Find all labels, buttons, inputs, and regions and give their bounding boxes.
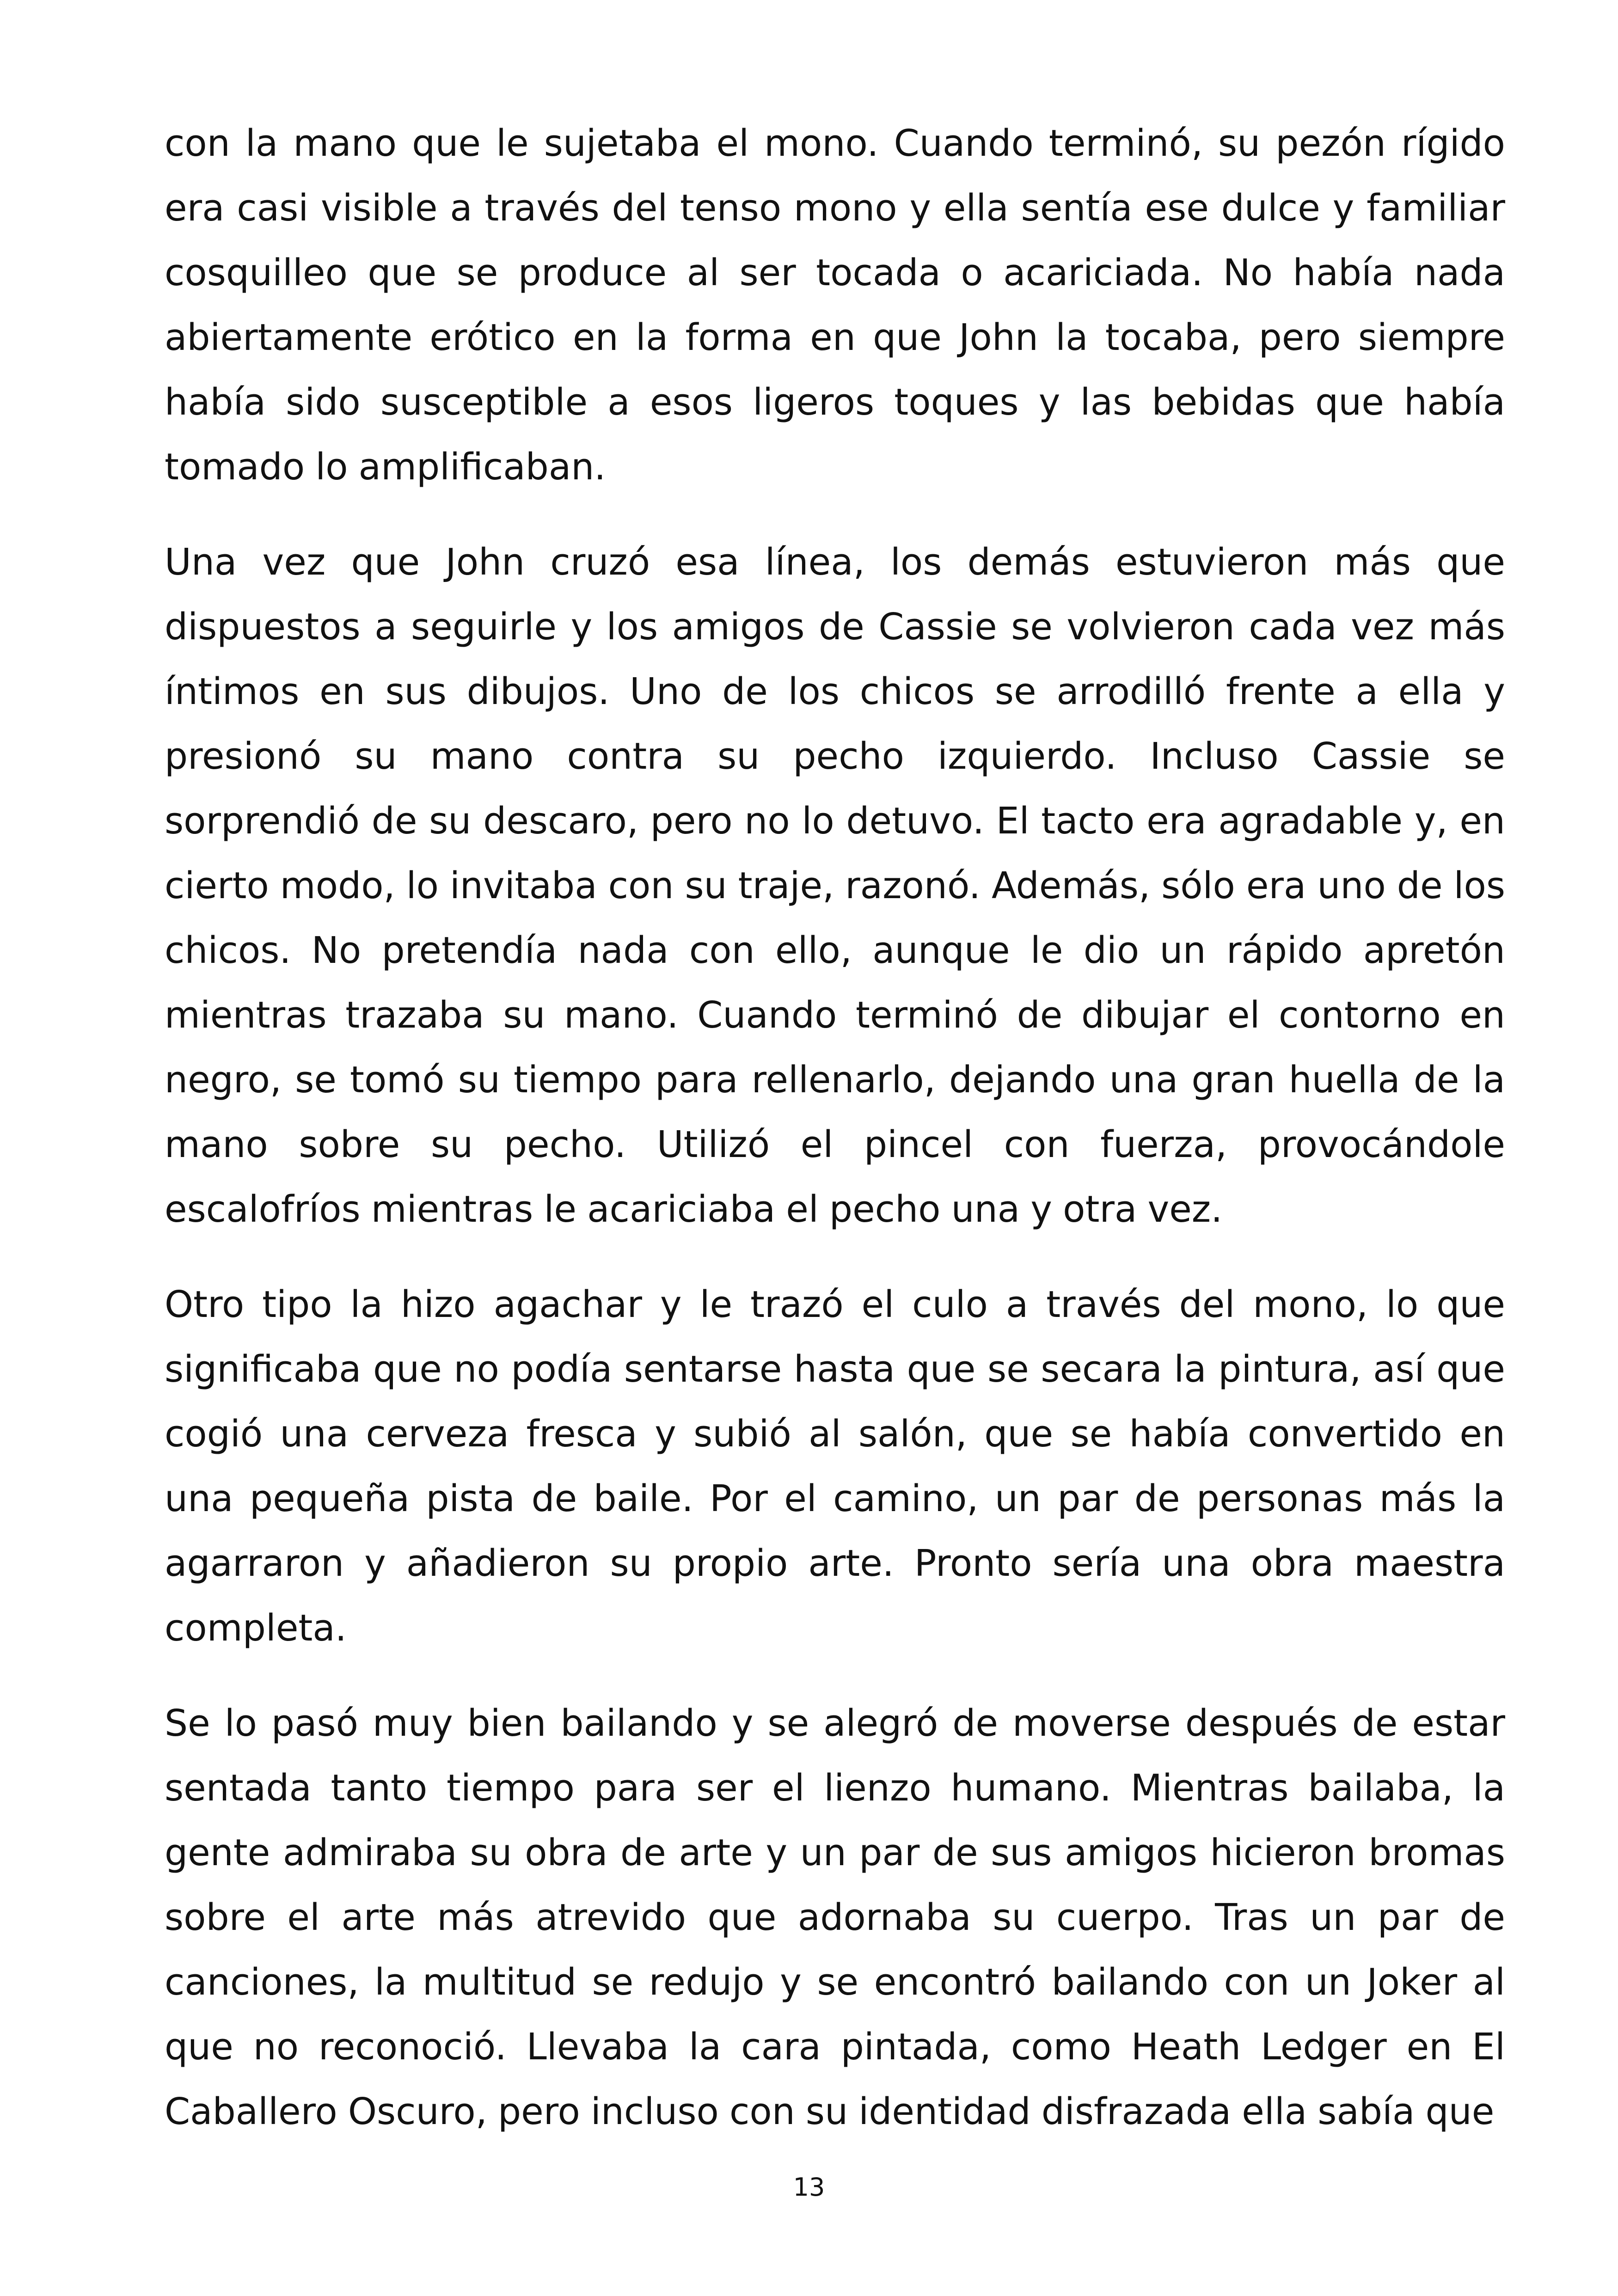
body-text	[165, 111, 1505, 2174]
page-number: 13	[793, 2173, 825, 2202]
paragraph-1: con la mano que le sujetaba el mono. Cuando terminó, su pezón rígido era casi visible a través del tenso mono y ella sentía ese dulce y familiar cosquilleo que se produce al ser tocada o acariciada. No había nada abiertamente erótico en la forma en que John la tocaba, pero siempre había sido susceptible a esos ligeros toques y las bebidas que había tomado lo amplificaban.	[165, 122, 1505, 488]
paragraph-2: Una vez que John cruzó esa línea, los demás estuvieron más que dispuestos a seguirle y los amigos de Cassie se volvieron cada vez más íntimos en sus dibujos. Uno de los chicos se arrodilló frente a ella y presionó su mano contra su pecho izquierdo. Incluso Cassie se sorprendió de su descaro, pero no lo detuvo. El tacto era agradable y, en cierto modo, lo invitaba con su traje, razonó. Además, sólo era uno de los chicos. No pretendía nada con ello, aunque le dio un rápido apretón mientras trazaba su mano. Cuando terminó de dibujar el contorno en negro, se tomó su tiempo para rellenarlo, dejando una gran huella de la mano sobre su pecho. Utilizó el pincel con fuerza, provocándole escalofríos mientras le acariciaba el pecho una y otra vez.	[165, 541, 1505, 1231]
paragraph-4: Se lo pasó muy bien bailando y se alegró de moverse después de estar sentada tanto tiempo para ser el lienzo humano. Mientras bailaba, la gente admiraba su obra de arte y un par de sus amigos hicieron bromas sobre el arte más atrevido que adornaba su cuerpo. Tras un par de canciones, la multitud se redujo y se encontró bailando con un Joker al que no reconoció. Llevaba la cara pintada, como Heath Ledger en El Caballero Oscuro, pero incluso con su identidad disfrazada ella sabía que	[165, 1702, 1505, 2133]
paragraph-3: Otro tipo la hizo agachar y le trazó el culo a través del mono, lo que significaba que no podía sentarse hasta que se secara la pintura, así que cogió una cerveza fresca y subió al salón, que se había convertido en una pequeña pista de baile. Por el camino, un par de personas más la agarraron y añadieron su propio arte. Pronto sería una obra maestra completa.	[165, 1283, 1505, 1649]
